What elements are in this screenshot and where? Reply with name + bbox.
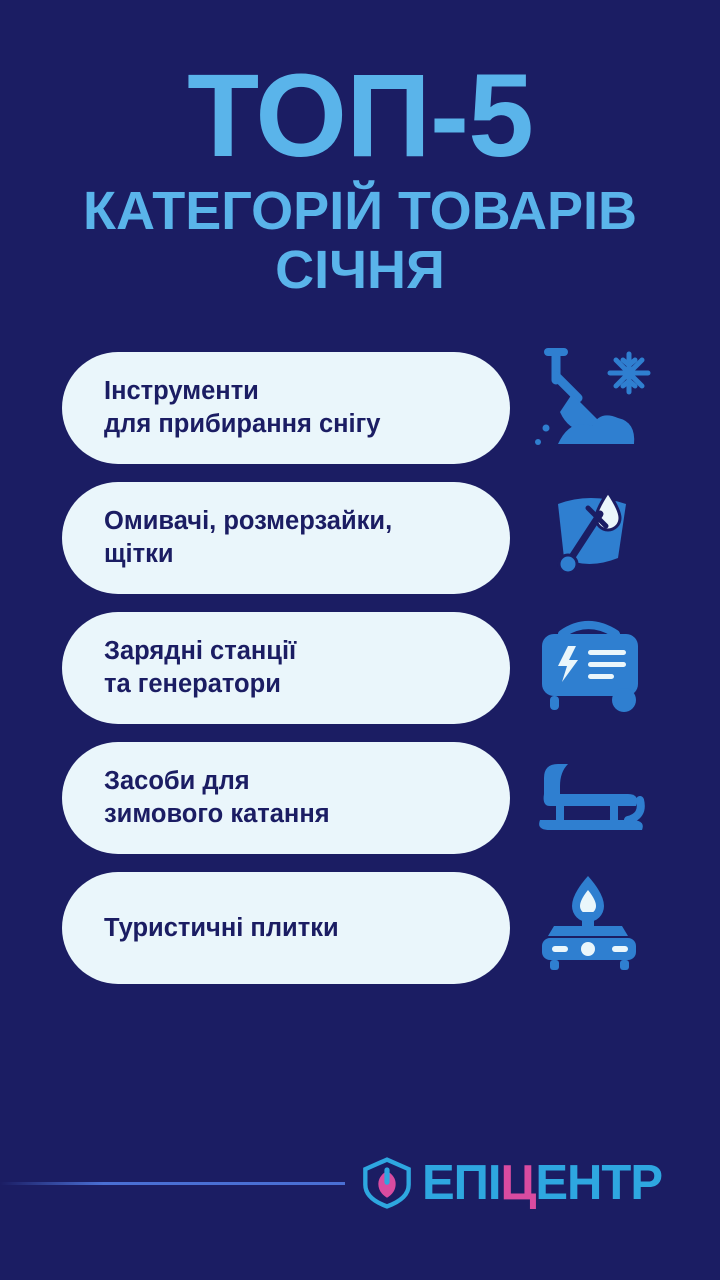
footer — [0, 1148, 720, 1218]
category-label-line1: Туристичні плитки — [104, 913, 339, 942]
snow-shovel-icon — [510, 352, 668, 464]
page-title: ТОП-5 — [187, 50, 533, 182]
category-list — [0, 352, 720, 984]
category-pill[interactable] — [62, 872, 510, 984]
epicentr-shield-icon — [361, 1157, 413, 1209]
category-pill[interactable] — [62, 742, 510, 854]
category-label-line2: для прибирання снігу — [104, 410, 381, 439]
category-label-line2: та генератори — [104, 670, 281, 699]
list-item — [62, 352, 668, 464]
category-pill[interactable] — [62, 352, 510, 464]
power-station-generator-icon — [510, 612, 668, 724]
list-item — [62, 482, 668, 594]
sled-icon — [510, 742, 668, 854]
camping-stove-icon — [510, 872, 668, 984]
list-item — [62, 872, 668, 984]
category-label-line1: Омивачі, розмерзайки, — [104, 506, 393, 535]
list-item — [62, 612, 668, 724]
page-subtitle: КАТЕГОРІЙ ТОВАРІВ — [83, 180, 637, 241]
category-label-line1: Засоби для — [104, 766, 250, 795]
brand-name — [422, 1155, 662, 1210]
category-label-line2: щітки — [104, 540, 174, 569]
category-pill[interactable] — [62, 612, 510, 724]
category-pill[interactable] — [62, 482, 510, 594]
brand-logo — [361, 1157, 662, 1209]
brand-name-part3: ЕНТР — [535, 1155, 662, 1210]
category-label-line1: Зарядні станції — [104, 636, 297, 665]
list-item — [62, 742, 668, 854]
brand-name-part1: ЕПІ — [422, 1155, 501, 1210]
category-label-line1: Інструменти — [104, 376, 259, 405]
category-label-line2: зимового катання — [104, 800, 330, 829]
poster-header — [0, 0, 720, 298]
page-month: СІЧНЯ — [275, 239, 445, 300]
washer-fluid-brush-icon — [510, 482, 668, 594]
footer-divider — [0, 1182, 345, 1185]
brand-name-part2: Ц — [500, 1155, 536, 1210]
